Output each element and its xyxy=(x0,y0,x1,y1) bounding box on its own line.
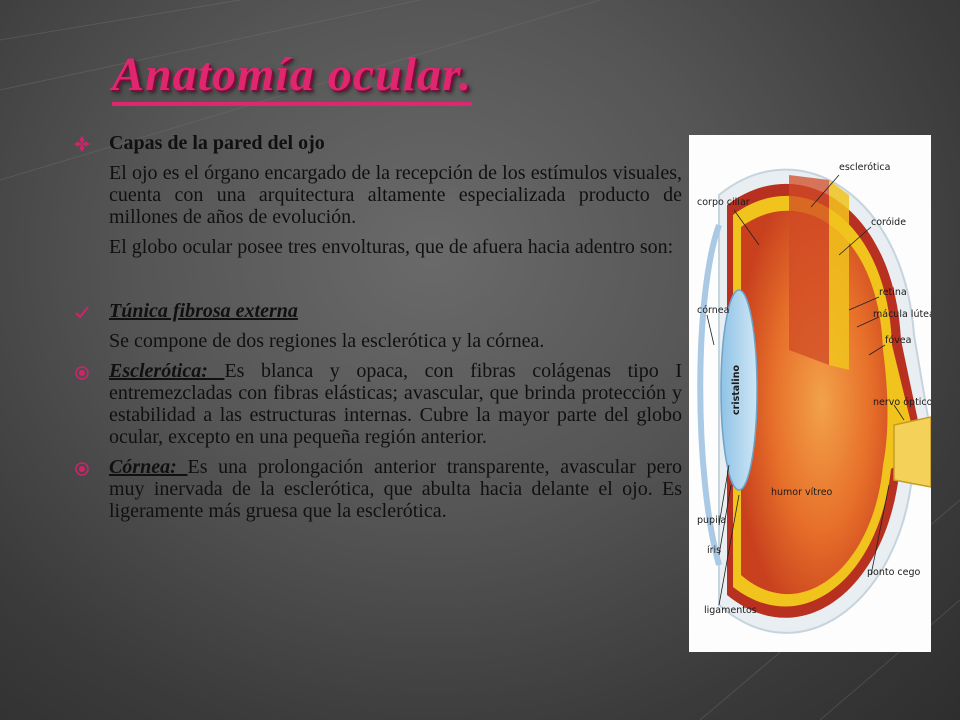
label-fovea: fóvea xyxy=(885,335,912,346)
cut-section xyxy=(789,175,829,365)
intro-paragraph: El ojo es el órgano encargado de la recepción de los estímulos visuales, cuenta con una arquitectura altamente especializada producto de millones de años de evolución. xyxy=(109,162,682,228)
label-cornea: córnea xyxy=(697,305,730,316)
label-macula: mácula lútea xyxy=(873,309,931,320)
circle-bullet-icon xyxy=(72,362,92,382)
section-heading-row xyxy=(72,132,682,154)
label-corpo-ciliar: corpo ciliar xyxy=(697,197,750,208)
esclerotica-text: Es blanca y opaca, con fibras colágenas tipo I entremezcladas con fibras elásticas; avascular, que brinda protección y estabilidad a las estructuras internas. Cubre la mayor parte del globo ocular, excepto en una pequeña región anterior. xyxy=(109,360,682,448)
checkmark-bullet-icon xyxy=(72,302,92,322)
esclerotica-term: Esclerótica: xyxy=(109,360,225,382)
label-ponto-cego: ponto cego xyxy=(867,567,921,578)
eye-diagram-svg xyxy=(689,135,931,652)
optic-nerve-shape xyxy=(894,417,931,487)
cornea-row xyxy=(72,456,682,522)
label-coroide: coróide xyxy=(871,217,907,228)
label-nervo-optico: nervo óptico xyxy=(873,397,931,408)
cut-retina-layer xyxy=(829,180,849,370)
section-heading: Capas de la pared del ojo xyxy=(109,132,325,154)
tunica-heading-row xyxy=(72,300,682,322)
tunica-description: Se compone de dos regiones la esclerótica y la córnea. xyxy=(109,330,545,352)
diamond-bullet-icon xyxy=(72,134,92,154)
label-ligamentos: ligamentos xyxy=(704,605,757,616)
cornea-paragraph xyxy=(109,456,682,522)
label-cristalino: cristalino xyxy=(731,365,742,415)
esclerotica-row xyxy=(72,360,682,448)
layers-paragraph: El globo ocular posee tres envolturas, que de afuera hacia adentro son: xyxy=(109,236,674,258)
label-humor-vitreo: humor vítreo xyxy=(771,487,833,498)
cornea-text: Es una prolongación anterior transparente, avascular pero muy inervada de la esclerótica, que abulta hacia delante el ojo. Es ligeramente más gruesa que la esclerótica. xyxy=(109,456,682,522)
cornea-term: Córnea: xyxy=(109,456,188,478)
label-pupila: pupila xyxy=(697,515,727,526)
intro-paragraph-row xyxy=(72,162,682,228)
circle-bullet-icon xyxy=(72,458,92,478)
cornea-shape xyxy=(700,225,722,565)
label-iris: íris xyxy=(707,545,722,556)
tunica-description-row xyxy=(72,330,682,352)
esclerotica-paragraph xyxy=(109,360,682,448)
tunica-heading: Túnica fibrosa externa xyxy=(109,300,298,322)
label-retina: retina xyxy=(879,287,907,298)
layers-paragraph-row xyxy=(72,236,682,258)
slide-content xyxy=(72,132,682,522)
eye-anatomy-illustration xyxy=(689,135,931,652)
label-esclerotica: esclerótica xyxy=(839,162,891,173)
slide-title: Anatomía ocular. xyxy=(112,50,472,106)
